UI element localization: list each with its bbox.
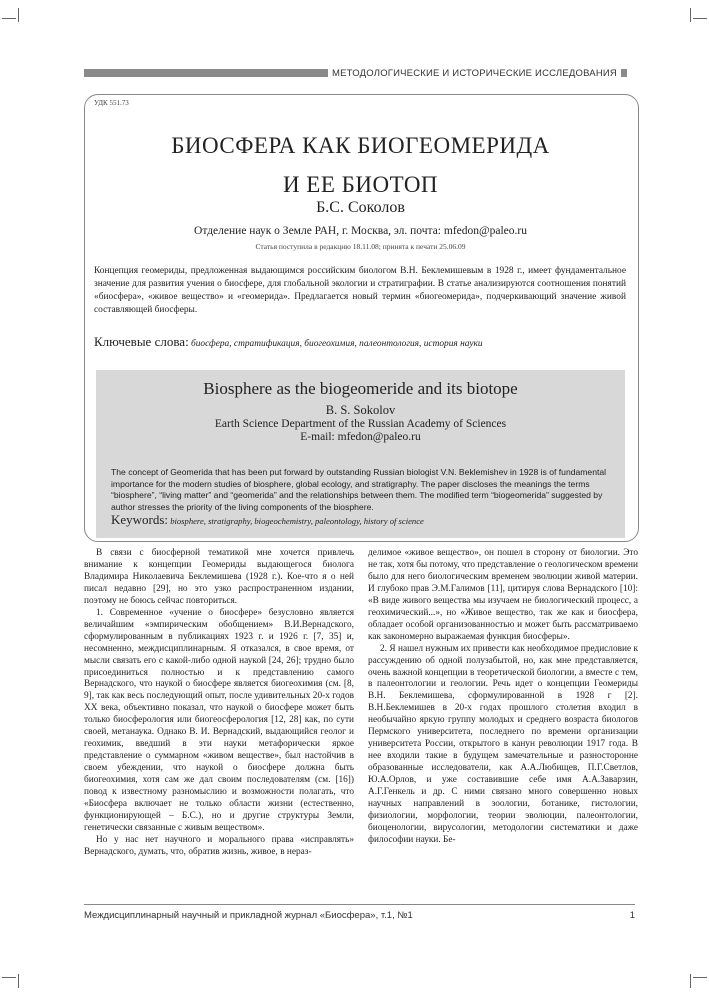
article-title-line1: БИОСФЕРА КАК БИОГЕОМЕРИДА bbox=[171, 133, 550, 158]
keywords-value: биосфера, стратификация, биогеохимия, палеонтология, история науки bbox=[191, 339, 483, 349]
body-paragraph: делимое «живое вещество», он пошел в сторону от биологии. Это не так, хотя бы потому, что представление о геологическом времени было для него биологическим временем эволюции живой материи. И глубоко прав Э.М.Галимов [11], цитируя слова Вернадского [10]: «В виде живого вещества мы изучаем не биологический процесс, а геохимический...», но «Живое вещество, так же как и биосфера, обладает особой организованностью и может быть рассматриваемо как закономерно выражаемая функция биосферы». bbox=[368, 548, 638, 642]
english-affiliation bbox=[96, 418, 625, 444]
english-affiliation-line1: Earth Science Department of the Russian Academy of Sciences bbox=[214, 418, 507, 430]
section-title: МЕТОДОЛОГИЧЕСКИЕ И ИСТОРИЧЕСКИЕ ИССЛЕДОВАНИЯ bbox=[332, 67, 617, 79]
received-date: Статья поступила в редакцию 18.11.08; принята к печати 25.06.09 bbox=[255, 242, 466, 251]
article-title-line2: И ЕЕ БИОТОП bbox=[282, 172, 439, 197]
section-header bbox=[84, 66, 627, 80]
keywords-ru bbox=[94, 334, 626, 350]
header-bar-right bbox=[621, 69, 627, 77]
footer-divider bbox=[84, 904, 635, 905]
crop-mark bbox=[2, 977, 16, 978]
keywords-en-value: biosphere, stratigraphy, biogeochemistry, paleontology, history of science bbox=[170, 516, 424, 526]
keywords-label: Ключевые слова: bbox=[94, 334, 189, 349]
body-column-left bbox=[84, 548, 354, 859]
body-paragraph: В связи с биосферной тематикой мне хочется привлечь внимание к концепции Геомериды выдающегося биолога Владимира Николаевича Беклемишева (1928 г.). Кое-что я о ней писал недавно [29], но это узко распространенном издании, поэтому не боюсь сейчас повториться. bbox=[84, 548, 354, 606]
english-summary bbox=[96, 370, 625, 538]
journal-footer: Междисциплинарный научный и прикладной журнал «Биосфера», т.1, №1 bbox=[84, 910, 413, 921]
english-title: Biosphere as the biogeomeride and its biotope bbox=[203, 379, 518, 398]
crop-mark bbox=[8, 8, 19, 22]
keywords-en bbox=[111, 512, 610, 528]
body-paragraph: Но у нас нет научного и морального права «исправлять» Вернадского, думать, что, обратив жизнь, живое, в нераз- bbox=[84, 834, 354, 857]
header-bar-left bbox=[84, 69, 328, 77]
article-author: Б.С. Соколов bbox=[316, 199, 405, 216]
crop-mark bbox=[693, 977, 707, 978]
body-paragraph: 1. Современное «учение о биосфере» безусловно является величайшим «эмпирическим обобщением» В.И.Вернадского, сформулированным в публикациях 1923 г. и 1926 г. [7, 35] и, несомненно, междисциплинарным. Я отказался, в свое время, от мысли связать его с какой-либо одной наукой [24, 26]; трудно было присоединиться полностью и к представлению самого Вернадского, что наукой о биосфере является биогеохимия (см. [8, 9], так как весь последующий опыт, после удивительных 20-х годов XX века, объективно показал, что наукой о биосфере может быть только биосферология или биогеосферология [12, 28] как, по сути своей, метанаука. Однако В. И. Вернадский, выдающийся геолог и геохимик, введший в эти науки метафорически яркое представление о суммарном «живом веществе», был настойчив в своем убеждении, что наукой о биосфере должна быть биогеохимия, хотя сам же дал своим последователям (см. [16]) повод к известному разномыслию и возможности полагать, что «Биосфера включает не только области жизни (естественно, функционирующей – Б.С.), но и другие структуры Земли, генетически связанные с живым веществом». bbox=[84, 607, 354, 833]
abstract-ru: Концепция геомериды, предложенная выдающимся российским биологом В.Н. Беклемишевым в 1928 г., имеет фундаментальное значение для развития учения о биосфере, для глобальной экологии и стратиграфии. В статье анализируются соотношения понятий «биосфера», «живое вещество» и «геомерида». Предлагается новый термин «биогеомерида», подчеркивающий значение живой составляющей биосферы. bbox=[94, 266, 626, 315]
body-paragraph: 2. Я нашел нужным их привести как необходимое предисловие к рассуждению об одной полузабытой, но, как мне представляется, очень важной концепции в теоретической биологии, а вместе с тем, в палеонтологии и геологии. Речь идет о концепции Геомериды В.Н. Беклемишева, сформулированной в 1928 г [2]. В.Н.Беклемишев в 20-х годах прошлого столетия входил в необычайно яркую группу молодых и среднего возраста биологов Пермского университета, последнего по времени организации университета России, открытого в канун революции 1917 года. В нее входили такие в будущем замечательные и разносторонне образованные исследователи, как А.А.Любищев, П.Г.Светлов, Ю.А.Орлов, и уже составившие себе имя А.А.Заварзин, А.Г.Генкель и др. С ними связано много совершенно новых научных направлений в зоологии, ботанике, гистологии, физиологии, морфологии, теории эволюции, палеонтологии, биоценологии, вирусологии, методологии систематики и даже философии науки. Бе- bbox=[368, 643, 638, 845]
crop-mark bbox=[690, 8, 701, 22]
udk-code: УДК 551.73 bbox=[94, 99, 129, 107]
page-number: 1 bbox=[629, 910, 635, 921]
crop-mark bbox=[2, 18, 16, 19]
article-affiliation: Отделение наук о Земле РАН, г. Москва, эл. почта: mfedon@paleo.ru bbox=[194, 225, 527, 237]
keywords-en-label: Keywords: bbox=[111, 512, 169, 527]
crop-mark bbox=[693, 18, 707, 19]
english-author: B. S. Sokolov bbox=[325, 403, 396, 417]
body-column-right bbox=[368, 548, 638, 847]
english-affiliation-line2: E-mail: mfedon@paleo.ru bbox=[300, 431, 421, 443]
english-abstract: The concept of Geomerida that has been put forward by outstanding Russian biologist V.N. Beklemishev in 1928 is of fundamental importance for the modern studies of biosphere, global ecology, and stratigraphy. The paper discloses the meanings the terms “biosphere”, “living matter” and “geomerida” and the relationships between them. The modified term “biogeomerida” suggested by author stresses the priority of the living components of the biosphere. bbox=[111, 467, 607, 512]
